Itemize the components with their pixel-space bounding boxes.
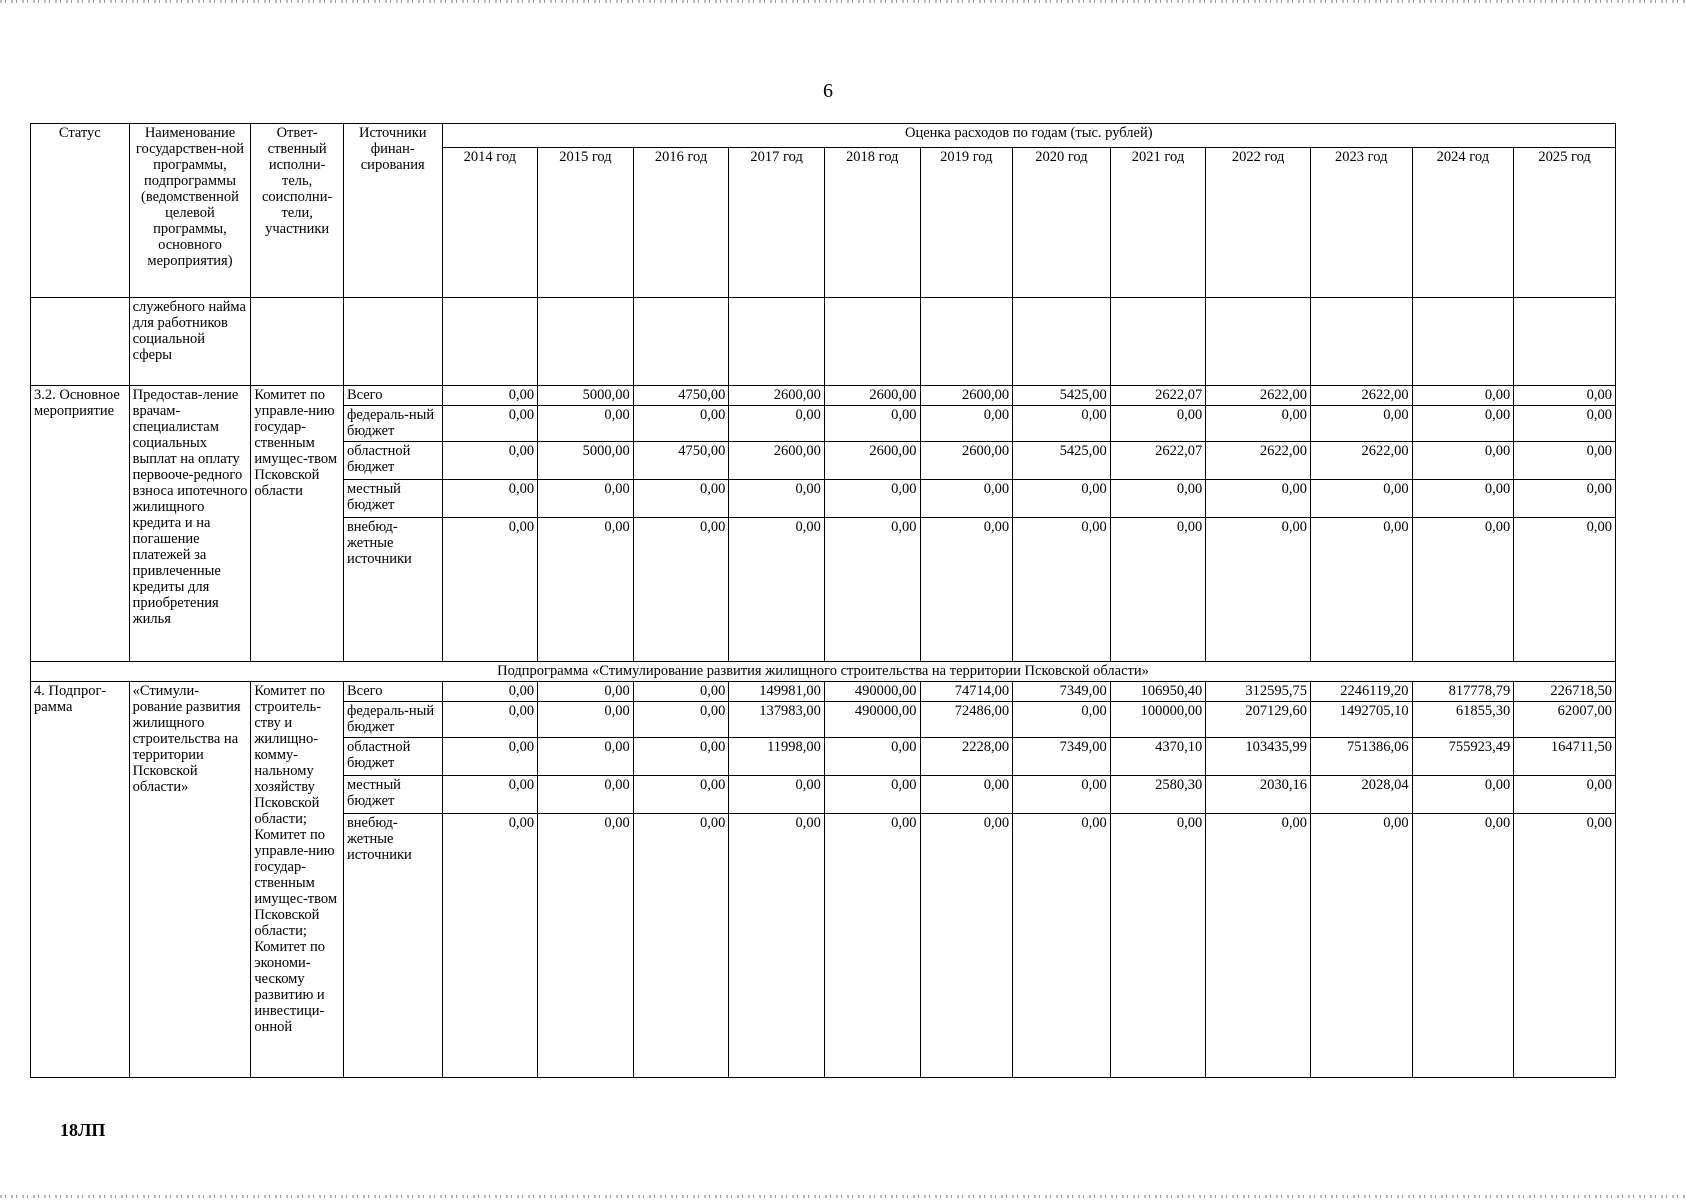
amount-cell: 5000,00 [538, 442, 634, 480]
header-name: Наименование государствен-ной программы, подпрограммы (ведомственной целевой программы, основного мероприятия) [129, 124, 251, 298]
header-row-top [31, 124, 1616, 148]
amount-cell: 0,00 [633, 738, 729, 776]
amount-cell: 2600,00 [729, 386, 825, 406]
amount-cell: 72486,00 [920, 702, 1013, 738]
amount-cell: 0,00 [920, 480, 1013, 518]
amount-cell: 0,00 [1514, 406, 1616, 442]
amount-cell: 0,00 [1013, 406, 1111, 442]
amount-cell: 0,00 [633, 682, 729, 702]
amount-cell: 0,00 [538, 480, 634, 518]
funding-source: местный бюджет [343, 480, 442, 518]
amount-cell: 0,00 [729, 518, 825, 662]
amount-cell: 106950,40 [1110, 682, 1206, 702]
amount-cell: 2622,00 [1310, 442, 1412, 480]
amount-cell: 7349,00 [1013, 682, 1111, 702]
funding-source: федераль-ный бюджет [343, 702, 442, 738]
amount-cell: 0,00 [1310, 814, 1412, 1078]
amount-cell: 0,00 [633, 406, 729, 442]
amount-cell: 0,00 [1206, 518, 1311, 662]
header-year: 2020 год [1013, 148, 1111, 298]
amount-cell: 0,00 [1013, 480, 1111, 518]
empty-cell [1514, 298, 1616, 386]
subprogram-4-name: «Стимули-рование развития жилищного строительства на территории Псковской области» [129, 682, 251, 1078]
amount-cell: 2246119,20 [1310, 682, 1412, 702]
footer-code: 18ЛП [60, 1120, 106, 1140]
amount-cell: 74714,00 [920, 682, 1013, 702]
amount-cell: 0,00 [1514, 814, 1616, 1078]
amount-cell: 137983,00 [729, 702, 825, 738]
page-number: 6 [823, 80, 833, 102]
continuation-row [31, 298, 1616, 386]
funding-source: областной бюджет [343, 738, 442, 776]
amount-cell: 7349,00 [1013, 738, 1111, 776]
amount-cell: 0,00 [442, 776, 538, 814]
amount-cell: 0,00 [729, 480, 825, 518]
amount-cell: 0,00 [1514, 776, 1616, 814]
amount-cell: 0,00 [1412, 406, 1514, 442]
funding-source: местный бюджет [343, 776, 442, 814]
amount-cell: 0,00 [538, 682, 634, 702]
header-sources: Источники финан-сирования [343, 124, 442, 298]
amount-cell: 0,00 [633, 702, 729, 738]
header-year: 2024 год [1412, 148, 1514, 298]
header-year: 2023 год [1310, 148, 1412, 298]
amount-cell: 2600,00 [920, 442, 1013, 480]
amount-cell: 490000,00 [824, 702, 920, 738]
funding-source: Всего [343, 386, 442, 406]
amount-cell: 0,00 [824, 814, 920, 1078]
measure-3-2-responsible: Комитет по управле-нию государ-ственным имущес-твом Псковской области [251, 386, 344, 662]
continuation-responsible [251, 298, 344, 386]
empty-cell [824, 298, 920, 386]
amount-cell: 0,00 [1514, 480, 1616, 518]
continuation-status [31, 298, 130, 386]
continuation-name: служебного найма для работников социальной сферы [129, 298, 251, 386]
amount-cell: 2028,04 [1310, 776, 1412, 814]
empty-cell [1412, 298, 1514, 386]
empty-cell [1110, 298, 1206, 386]
amount-cell: 0,00 [442, 386, 538, 406]
header-year: 2019 год [920, 148, 1013, 298]
header-year: 2021 год [1110, 148, 1206, 298]
scan-edge-top [0, 0, 1686, 3]
amount-cell: 5425,00 [1013, 442, 1111, 480]
amount-cell: 2030,16 [1206, 776, 1311, 814]
subprogram-title: Подпрограмма «Стимулирование развития жилищного строительства на территории Псковской области» [31, 662, 1616, 682]
scan-edge-bottom [0, 1195, 1686, 1198]
amount-cell: 0,00 [824, 480, 920, 518]
amount-cell: 0,00 [1110, 814, 1206, 1078]
amount-cell: 755923,49 [1412, 738, 1514, 776]
subprogram-title-row [31, 662, 1616, 682]
amount-cell: 0,00 [538, 814, 634, 1078]
amount-cell: 0,00 [1310, 518, 1412, 662]
empty-cell [633, 298, 729, 386]
header-cost-estimate: Оценка расходов по годам (тыс. рублей) [442, 124, 1615, 148]
budget-table [30, 123, 1616, 1078]
empty-cell [1013, 298, 1111, 386]
measure-3-2-row [31, 386, 1616, 406]
amount-cell: 0,00 [920, 518, 1013, 662]
amount-cell: 0,00 [442, 738, 538, 776]
amount-cell: 0,00 [1412, 518, 1514, 662]
amount-cell: 0,00 [538, 406, 634, 442]
funding-source: Всего [343, 682, 442, 702]
amount-cell: 0,00 [1206, 406, 1311, 442]
amount-cell: 0,00 [1514, 386, 1616, 406]
amount-cell: 0,00 [920, 406, 1013, 442]
amount-cell: 0,00 [1412, 776, 1514, 814]
amount-cell: 0,00 [920, 776, 1013, 814]
amount-cell: 149981,00 [729, 682, 825, 702]
amount-cell: 2622,07 [1110, 386, 1206, 406]
amount-cell: 0,00 [1013, 702, 1111, 738]
amount-cell: 0,00 [824, 776, 920, 814]
amount-cell: 0,00 [538, 776, 634, 814]
amount-cell: 0,00 [1310, 406, 1412, 442]
amount-cell: 5425,00 [1013, 386, 1111, 406]
amount-cell: 0,00 [1110, 518, 1206, 662]
amount-cell: 0,00 [729, 776, 825, 814]
funding-source: внебюд-жетные источники [343, 814, 442, 1078]
funding-source: областной бюджет [343, 442, 442, 480]
header-year: 2018 год [824, 148, 920, 298]
amount-cell: 312595,75 [1206, 682, 1311, 702]
amount-cell: 0,00 [442, 480, 538, 518]
funding-source: федераль-ный бюджет [343, 406, 442, 442]
amount-cell: 4370,10 [1110, 738, 1206, 776]
amount-cell: 164711,50 [1514, 738, 1616, 776]
amount-cell: 2622,00 [1206, 442, 1311, 480]
amount-cell: 100000,00 [1110, 702, 1206, 738]
amount-cell: 0,00 [920, 814, 1013, 1078]
funding-source: внебюд-жетные источники [343, 518, 442, 662]
continuation-sources [343, 298, 442, 386]
amount-cell: 62007,00 [1514, 702, 1616, 738]
amount-cell: 0,00 [538, 738, 634, 776]
amount-cell: 0,00 [442, 518, 538, 662]
amount-cell: 226718,50 [1514, 682, 1616, 702]
header-year: 2025 год [1514, 148, 1616, 298]
amount-cell: 0,00 [538, 518, 634, 662]
amount-cell: 2622,00 [1310, 386, 1412, 406]
amount-cell: 0,00 [824, 738, 920, 776]
amount-cell: 0,00 [824, 406, 920, 442]
amount-cell: 0,00 [633, 518, 729, 662]
amount-cell: 5000,00 [538, 386, 634, 406]
amount-cell: 0,00 [1514, 442, 1616, 480]
amount-cell: 817778,79 [1412, 682, 1514, 702]
amount-cell: 0,00 [1412, 386, 1514, 406]
header-year: 2017 год [729, 148, 825, 298]
amount-cell: 2600,00 [824, 386, 920, 406]
amount-cell: 0,00 [1013, 814, 1111, 1078]
amount-cell: 0,00 [1412, 814, 1514, 1078]
empty-cell [920, 298, 1013, 386]
amount-cell: 2622,00 [1206, 386, 1311, 406]
amount-cell: 2580,30 [1110, 776, 1206, 814]
amount-cell: 0,00 [1412, 442, 1514, 480]
empty-cell [442, 298, 538, 386]
amount-cell: 2228,00 [920, 738, 1013, 776]
amount-cell: 0,00 [1013, 518, 1111, 662]
amount-cell: 61855,30 [1412, 702, 1514, 738]
amount-cell: 2600,00 [920, 386, 1013, 406]
header-responsible: Ответ-ственный исполни-тель, соисполни-тели, участники [251, 124, 344, 298]
amount-cell: 0,00 [729, 406, 825, 442]
amount-cell: 0,00 [1206, 480, 1311, 518]
amount-cell: 0,00 [538, 702, 634, 738]
subprogram-4-responsible: Комитет по строитель-ству и жилищно-комму-нальному хозяйству Псковской области; Комитет по управле-нию государ-ственным имущес-твом Псковской области; Комитет по экономи-ческому развитию и инвестици-онной [251, 682, 344, 1078]
amount-cell: 0,00 [1412, 480, 1514, 518]
amount-cell: 0,00 [1206, 814, 1311, 1078]
measure-3-2-status: 3.2. Основное мероприятие [31, 386, 130, 662]
amount-cell: 2622,07 [1110, 442, 1206, 480]
amount-cell: 4750,00 [633, 442, 729, 480]
amount-cell: 0,00 [824, 518, 920, 662]
header-status: Статус [31, 124, 130, 298]
amount-cell: 0,00 [442, 406, 538, 442]
amount-cell: 103435,99 [1206, 738, 1311, 776]
amount-cell: 207129,60 [1206, 702, 1311, 738]
amount-cell: 2600,00 [729, 442, 825, 480]
amount-cell: 0,00 [1110, 480, 1206, 518]
amount-cell: 0,00 [633, 776, 729, 814]
header-year: 2016 год [633, 148, 729, 298]
amount-cell: 0,00 [442, 682, 538, 702]
amount-cell: 751386,06 [1310, 738, 1412, 776]
subprogram-4-row [31, 682, 1616, 702]
empty-cell [729, 298, 825, 386]
header-year: 2015 год [538, 148, 634, 298]
amount-cell: 490000,00 [824, 682, 920, 702]
amount-cell: 0,00 [1310, 480, 1412, 518]
empty-cell [1206, 298, 1311, 386]
amount-cell: 0,00 [633, 814, 729, 1078]
amount-cell: 0,00 [729, 814, 825, 1078]
amount-cell: 0,00 [442, 442, 538, 480]
amount-cell: 2600,00 [824, 442, 920, 480]
amount-cell: 1492705,10 [1310, 702, 1412, 738]
empty-cell [1310, 298, 1412, 386]
amount-cell: 4750,00 [633, 386, 729, 406]
amount-cell: 0,00 [1514, 518, 1616, 662]
header-year: 2022 год [1206, 148, 1311, 298]
amount-cell: 0,00 [442, 702, 538, 738]
amount-cell: 11998,00 [729, 738, 825, 776]
amount-cell: 0,00 [1013, 776, 1111, 814]
amount-cell: 0,00 [442, 814, 538, 1078]
amount-cell: 0,00 [633, 480, 729, 518]
amount-cell: 0,00 [1110, 406, 1206, 442]
measure-3-2-name: Предостав-ление врачам-специалистам социальных выплат на оплату первооче-редного взноса ипотечного жилищного кредита и на погашение платежей за привлеченные кредиты для приобретения жилья [129, 386, 251, 662]
subprogram-4-status: 4. Подпрог-рамма [31, 682, 130, 1078]
empty-cell [538, 298, 634, 386]
header-year: 2014 год [442, 148, 538, 298]
